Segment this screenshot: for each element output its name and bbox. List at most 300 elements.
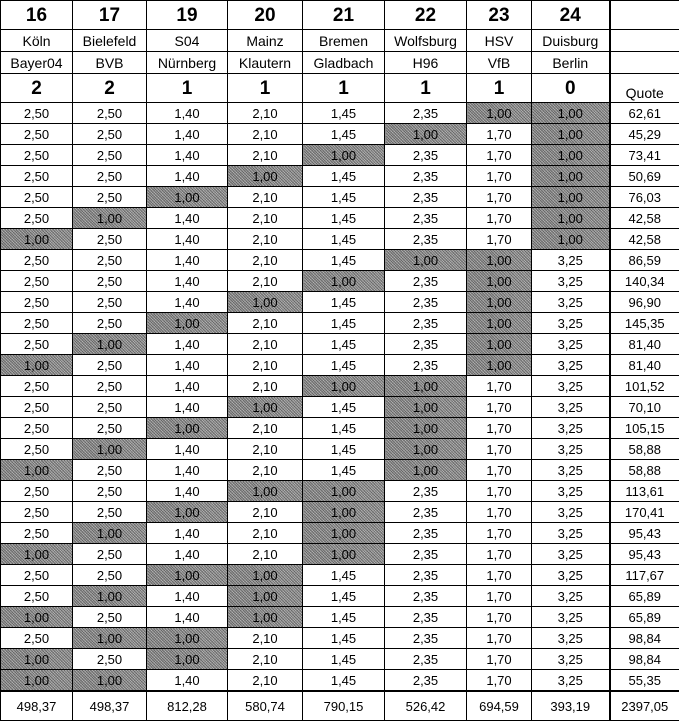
odds-cell: 2,35	[385, 355, 467, 376]
odds-cell: 1,00	[73, 523, 147, 544]
odds-cell: 2,35	[385, 481, 467, 502]
odds-cell: 2,50	[73, 397, 147, 418]
odds-cell: 1,70	[467, 607, 532, 628]
odds-cell: 1,00	[303, 502, 385, 523]
odds-cell: 1,40	[147, 208, 228, 229]
quote-header-blank	[610, 52, 679, 74]
away-team-cell: VfB	[467, 52, 532, 74]
odds-cell: 1,70	[467, 166, 532, 187]
table-row	[1, 460, 679, 481]
odds-cell: 1,45	[303, 355, 385, 376]
odds-cell: 2,10	[228, 460, 303, 481]
odds-cell: 1,00	[1, 649, 73, 670]
odds-cell: 2,35	[385, 586, 467, 607]
tip-cell: 2	[1, 74, 73, 103]
odds-cell: 1,00	[228, 397, 303, 418]
odds-cell: 1,70	[467, 565, 532, 586]
quote-cell: 170,41	[610, 502, 679, 523]
table-row	[1, 166, 679, 187]
odds-cell: 1,00	[228, 565, 303, 586]
odds-cell: 2,50	[73, 418, 147, 439]
odds-cell: 2,35	[385, 334, 467, 355]
column-total-cell: 498,37	[1, 691, 73, 721]
odds-cell: 2,35	[385, 670, 467, 692]
odds-cell: 1,40	[147, 103, 228, 124]
quote-cell: 81,40	[610, 355, 679, 376]
odds-cell: 1,00	[303, 145, 385, 166]
table-row	[1, 103, 679, 124]
odds-cell: 2,35	[385, 502, 467, 523]
tip-cell: 1	[228, 74, 303, 103]
odds-cell: 2,10	[228, 439, 303, 460]
quote-cell: 96,90	[610, 292, 679, 313]
quote-cell: 98,84	[610, 628, 679, 649]
odds-cell: 2,50	[1, 124, 73, 145]
quote-cell: 55,35	[610, 670, 679, 692]
quote-cell: 81,40	[610, 334, 679, 355]
odds-cell: 1,70	[467, 586, 532, 607]
odds-cell: 2,10	[228, 145, 303, 166]
table-row	[1, 586, 679, 607]
table-row	[1, 208, 679, 229]
away-team-cell: Berlin	[532, 52, 610, 74]
away-team-cell: H96	[385, 52, 467, 74]
odds-cell: 2,50	[1, 376, 73, 397]
game-number-cell: 17	[73, 1, 147, 30]
odds-cell: 1,00	[532, 124, 610, 145]
odds-cell: 2,35	[385, 292, 467, 313]
odds-cell: 2,10	[228, 208, 303, 229]
odds-cell: 1,00	[303, 481, 385, 502]
odds-cell: 2,50	[73, 649, 147, 670]
odds-cell: 3,25	[532, 418, 610, 439]
odds-cell: 1,00	[147, 628, 228, 649]
odds-cell: 2,50	[1, 334, 73, 355]
home-team-cell: HSV	[467, 30, 532, 52]
odds-cell: 2,50	[73, 229, 147, 250]
odds-cell: 1,00	[73, 670, 147, 692]
odds-cell: 1,00	[73, 439, 147, 460]
odds-cell: 3,25	[532, 250, 610, 271]
odds-cell: 3,25	[532, 607, 610, 628]
tip-cell: 1	[467, 74, 532, 103]
odds-cell: 1,00	[467, 292, 532, 313]
odds-cell: 1,00	[303, 544, 385, 565]
odds-cell: 2,50	[73, 250, 147, 271]
odds-cell: 1,00	[532, 166, 610, 187]
odds-cell: 1,45	[303, 229, 385, 250]
game-number-cell: 24	[532, 1, 610, 30]
odds-cell: 1,00	[147, 187, 228, 208]
table-row	[1, 376, 679, 397]
odds-cell: 1,45	[303, 439, 385, 460]
odds-cell: 1,45	[303, 166, 385, 187]
odds-cell: 1,40	[147, 397, 228, 418]
odds-cell: 2,50	[1, 565, 73, 586]
odds-cell: 2,10	[228, 355, 303, 376]
odds-cell: 3,25	[532, 271, 610, 292]
odds-cell: 2,10	[228, 229, 303, 250]
odds-cell: 2,35	[385, 208, 467, 229]
odds-cell: 2,35	[385, 544, 467, 565]
odds-cell: 3,25	[532, 439, 610, 460]
odds-cell: 1,00	[147, 418, 228, 439]
odds-cell: 3,25	[532, 397, 610, 418]
tip-cell: 2	[73, 74, 147, 103]
quote-cell: 145,35	[610, 313, 679, 334]
odds-cell: 1,00	[228, 292, 303, 313]
table-row	[1, 145, 679, 166]
home-team-cell: Mainz	[228, 30, 303, 52]
odds-cell: 1,70	[467, 544, 532, 565]
odds-cell: 2,50	[1, 145, 73, 166]
odds-cell: 2,35	[385, 103, 467, 124]
odds-cell: 1,40	[147, 670, 228, 692]
odds-cell: 1,70	[467, 145, 532, 166]
odds-cell: 1,70	[467, 187, 532, 208]
quote-cell: 101,52	[610, 376, 679, 397]
quote-cell: 65,89	[610, 586, 679, 607]
odds-cell: 2,50	[1, 628, 73, 649]
odds-cell: 1,00	[1, 229, 73, 250]
quote-cell: 42,58	[610, 208, 679, 229]
odds-cell: 1,00	[73, 586, 147, 607]
odds-cell: 2,50	[1, 292, 73, 313]
column-total-cell: 393,19	[532, 691, 610, 721]
odds-cell: 2,50	[1, 271, 73, 292]
odds-cell: 1,00	[147, 502, 228, 523]
quote-cell: 76,03	[610, 187, 679, 208]
odds-cell: 1,70	[467, 523, 532, 544]
odds-cell: 2,35	[385, 271, 467, 292]
odds-cell: 1,00	[385, 460, 467, 481]
table-row	[1, 355, 679, 376]
odds-cell: 2,10	[228, 313, 303, 334]
odds-cell: 2,10	[228, 124, 303, 145]
odds-cell: 2,50	[73, 502, 147, 523]
odds-cell: 2,50	[73, 565, 147, 586]
odds-cell: 2,50	[1, 103, 73, 124]
odds-cell: 3,25	[532, 502, 610, 523]
odds-cell: 2,10	[228, 250, 303, 271]
odds-cell: 1,45	[303, 607, 385, 628]
odds-cell: 1,00	[1, 670, 73, 692]
odds-cell: 1,00	[1, 355, 73, 376]
odds-cell: 1,70	[467, 481, 532, 502]
odds-cell: 3,25	[532, 523, 610, 544]
odds-cell: 2,10	[228, 376, 303, 397]
odds-cell: 1,40	[147, 544, 228, 565]
table-row	[1, 229, 679, 250]
column-total-cell: 694,59	[467, 691, 532, 721]
quote-header-blank	[610, 30, 679, 52]
odds-cell: 1,45	[303, 250, 385, 271]
away-team-cell: Gladbach	[303, 52, 385, 74]
odds-cell: 1,40	[147, 334, 228, 355]
odds-cell: 2,35	[385, 523, 467, 544]
quote-cell: 45,29	[610, 124, 679, 145]
odds-cell: 2,50	[73, 292, 147, 313]
odds-cell: 1,70	[467, 124, 532, 145]
odds-cell: 1,45	[303, 418, 385, 439]
odds-cell: 1,00	[303, 271, 385, 292]
quote-cell: 117,67	[610, 565, 679, 586]
table-row	[1, 649, 679, 670]
away-team-cell: BVB	[73, 52, 147, 74]
odds-cell: 2,50	[73, 376, 147, 397]
odds-cell: 2,50	[73, 481, 147, 502]
table-row	[1, 124, 679, 145]
odds-cell: 1,40	[147, 355, 228, 376]
odds-cell: 1,40	[147, 523, 228, 544]
odds-cell: 1,40	[147, 166, 228, 187]
odds-cell: 3,25	[532, 670, 610, 692]
home-team-cell: Wolfsburg	[385, 30, 467, 52]
odds-cell: 1,00	[385, 376, 467, 397]
odds-cell: 1,00	[73, 334, 147, 355]
odds-cell: 1,40	[147, 229, 228, 250]
odds-cell: 2,50	[1, 187, 73, 208]
odds-cell: 2,50	[73, 103, 147, 124]
odds-cell: 2,50	[1, 418, 73, 439]
odds-cell: 1,40	[147, 271, 228, 292]
column-total-cell: 812,28	[147, 691, 228, 721]
column-total-cell: 498,37	[73, 691, 147, 721]
odds-cell: 3,25	[532, 355, 610, 376]
tip-cell: 0	[532, 74, 610, 103]
odds-cell: 1,40	[147, 250, 228, 271]
odds-cell: 2,35	[385, 145, 467, 166]
odds-cell: 2,10	[228, 103, 303, 124]
away-team-cell: Klautern	[228, 52, 303, 74]
odds-cell: 2,10	[228, 649, 303, 670]
odds-cell: 3,25	[532, 649, 610, 670]
column-total-cell: 526,42	[385, 691, 467, 721]
odds-cell: 1,00	[385, 124, 467, 145]
odds-cell: 1,00	[532, 229, 610, 250]
odds-cell: 1,70	[467, 418, 532, 439]
odds-cell: 3,25	[532, 460, 610, 481]
quote-cell: 62,61	[610, 103, 679, 124]
odds-cell: 1,45	[303, 334, 385, 355]
odds-cell: 2,50	[73, 187, 147, 208]
odds-cell: 2,10	[228, 187, 303, 208]
odds-cell: 1,00	[467, 103, 532, 124]
header-home-row	[1, 30, 679, 52]
quote-cell: 50,69	[610, 166, 679, 187]
odds-cell: 1,70	[467, 460, 532, 481]
odds-cell: 2,50	[73, 607, 147, 628]
odds-cell: 2,10	[228, 523, 303, 544]
odds-cell: 1,00	[147, 565, 228, 586]
odds-cell: 1,70	[467, 208, 532, 229]
column-total-cell: 790,15	[303, 691, 385, 721]
odds-cell: 1,45	[303, 649, 385, 670]
odds-cell: 1,45	[303, 313, 385, 334]
table-row	[1, 502, 679, 523]
odds-cell: 1,45	[303, 124, 385, 145]
header-number-row	[1, 1, 679, 30]
odds-cell: 1,00	[532, 208, 610, 229]
odds-cell: 3,25	[532, 628, 610, 649]
odds-cell: 1,00	[1, 544, 73, 565]
odds-cell: 2,35	[385, 187, 467, 208]
quote-cell: 42,58	[610, 229, 679, 250]
odds-cell: 1,45	[303, 208, 385, 229]
quote-cell: 105,15	[610, 418, 679, 439]
odds-cell: 2,35	[385, 229, 467, 250]
table-row	[1, 271, 679, 292]
quote-cell: 58,88	[610, 439, 679, 460]
quote-cell: 98,84	[610, 649, 679, 670]
home-team-cell: Bielefeld	[73, 30, 147, 52]
odds-cell: 1,70	[467, 628, 532, 649]
odds-cell: 2,50	[73, 145, 147, 166]
odds-cell: 1,40	[147, 439, 228, 460]
odds-cell: 3,25	[532, 376, 610, 397]
table-row	[1, 250, 679, 271]
odds-cell: 1,00	[385, 250, 467, 271]
quote-cell: 73,41	[610, 145, 679, 166]
home-team-cell: S04	[147, 30, 228, 52]
odds-cell: 2,50	[73, 313, 147, 334]
odds-cell: 3,25	[532, 292, 610, 313]
odds-cell: 2,50	[1, 523, 73, 544]
header-tip-row	[1, 74, 679, 103]
odds-cell: 2,35	[385, 166, 467, 187]
odds-cell: 1,45	[303, 187, 385, 208]
odds-cell: 2,50	[1, 208, 73, 229]
odds-cell: 1,40	[147, 145, 228, 166]
odds-cell: 1,00	[303, 376, 385, 397]
game-number-cell: 20	[228, 1, 303, 30]
odds-cell: 1,00	[228, 481, 303, 502]
odds-cell: 2,10	[228, 670, 303, 692]
odds-cell: 1,45	[303, 103, 385, 124]
quote-cell: 113,61	[610, 481, 679, 502]
tip-cell: 1	[385, 74, 467, 103]
odds-cell: 2,50	[73, 271, 147, 292]
odds-cell: 1,00	[467, 355, 532, 376]
away-team-cell: Nürnberg	[147, 52, 228, 74]
odds-cell: 3,25	[532, 586, 610, 607]
table-row	[1, 544, 679, 565]
odds-cell: 1,40	[147, 376, 228, 397]
table-row	[1, 607, 679, 628]
odds-cell: 3,25	[532, 334, 610, 355]
odds-cell: 2,50	[1, 313, 73, 334]
odds-cell: 2,10	[228, 334, 303, 355]
table-row	[1, 628, 679, 649]
table-row	[1, 292, 679, 313]
table-row	[1, 397, 679, 418]
odds-cell: 1,00	[147, 649, 228, 670]
table-row	[1, 439, 679, 460]
odds-cell: 1,70	[467, 670, 532, 692]
odds-cell: 2,50	[1, 586, 73, 607]
quote-cell: 95,43	[610, 544, 679, 565]
odds-cell: 1,45	[303, 670, 385, 692]
odds-cell: 1,40	[147, 460, 228, 481]
odds-cell: 2,35	[385, 628, 467, 649]
odds-cell: 3,25	[532, 565, 610, 586]
table-row	[1, 670, 679, 692]
odds-cell: 3,25	[532, 544, 610, 565]
table-row	[1, 418, 679, 439]
odds-cell: 1,00	[147, 313, 228, 334]
odds-cell: 2,50	[73, 355, 147, 376]
odds-cell: 2,50	[1, 397, 73, 418]
odds-cell: 1,40	[147, 586, 228, 607]
odds-cell: 1,00	[228, 607, 303, 628]
home-team-cell: Duisburg	[532, 30, 610, 52]
odds-cell: 1,40	[147, 607, 228, 628]
home-team-cell: Bremen	[303, 30, 385, 52]
odds-cell: 1,00	[73, 628, 147, 649]
odds-cell: 1,00	[532, 187, 610, 208]
odds-cell: 2,35	[385, 649, 467, 670]
table-row	[1, 565, 679, 586]
odds-cell: 2,10	[228, 628, 303, 649]
odds-cell: 2,50	[73, 544, 147, 565]
away-team-cell: Bayer04	[1, 52, 73, 74]
odds-cell: 3,25	[532, 481, 610, 502]
odds-cell: 1,40	[147, 124, 228, 145]
odds-cell: 1,45	[303, 565, 385, 586]
odds-cell: 3,25	[532, 313, 610, 334]
table-row	[1, 313, 679, 334]
header-away-row	[1, 52, 679, 74]
odds-cell: 2,35	[385, 565, 467, 586]
odds-cell: 2,50	[1, 166, 73, 187]
odds-cell: 1,70	[467, 397, 532, 418]
table-row	[1, 187, 679, 208]
odds-cell: 1,00	[385, 397, 467, 418]
quote-cell: 95,43	[610, 523, 679, 544]
odds-cell: 1,40	[147, 481, 228, 502]
game-number-cell: 16	[1, 1, 73, 30]
odds-cell: 2,50	[1, 481, 73, 502]
game-number-cell: 23	[467, 1, 532, 30]
odds-cell: 2,50	[1, 502, 73, 523]
tip-cell: 1	[303, 74, 385, 103]
odds-cell: 2,35	[385, 313, 467, 334]
odds-cell: 1,45	[303, 292, 385, 313]
quote-header: Quote	[610, 74, 679, 103]
quote-header-blank	[610, 1, 679, 30]
odds-cell: 2,50	[1, 250, 73, 271]
odds-cell: 1,45	[303, 586, 385, 607]
totals-row	[1, 691, 679, 721]
quote-cell: 70,10	[610, 397, 679, 418]
odds-cell: 1,00	[228, 586, 303, 607]
odds-cell: 1,00	[467, 271, 532, 292]
quote-cell: 140,34	[610, 271, 679, 292]
odds-cell: 1,45	[303, 628, 385, 649]
odds-cell: 1,70	[467, 649, 532, 670]
odds-cell: 1,00	[385, 418, 467, 439]
odds-cell: 2,10	[228, 502, 303, 523]
odds-cell: 2,10	[228, 544, 303, 565]
odds-cell: 1,70	[467, 376, 532, 397]
odds-cell: 1,00	[385, 439, 467, 460]
odds-cell: 2,10	[228, 418, 303, 439]
tip-cell: 1	[147, 74, 228, 103]
quote-cell: 86,59	[610, 250, 679, 271]
odds-cell: 1,00	[1, 460, 73, 481]
table-row	[1, 523, 679, 544]
odds-cell: 2,50	[73, 460, 147, 481]
